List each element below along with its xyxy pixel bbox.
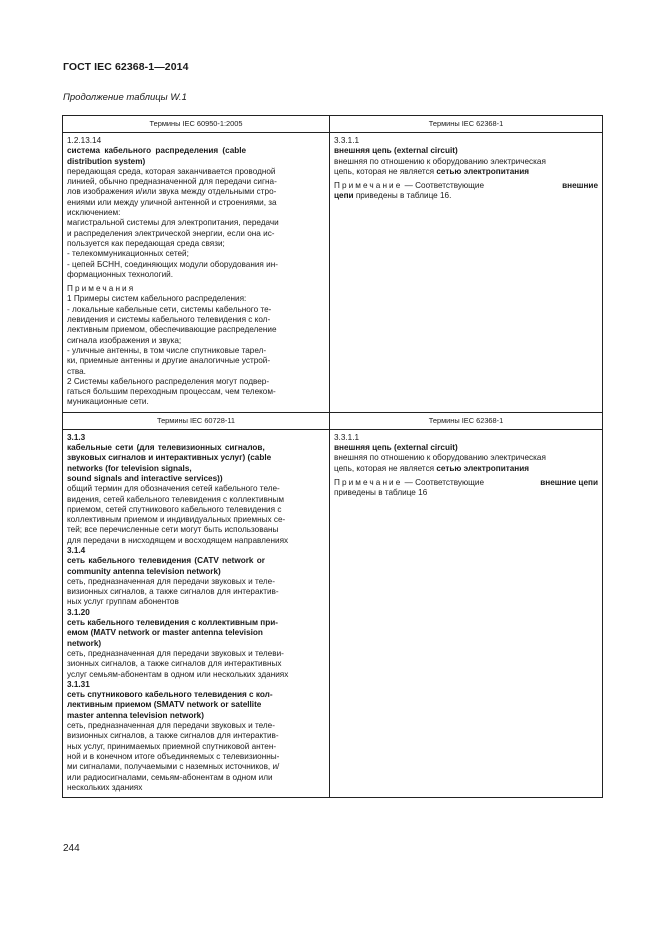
definition-line: магистральной системы для электропитания, передачи — [67, 218, 279, 228]
definition-line: исключением: — [67, 208, 121, 218]
term-title: master antenna television network) — [67, 710, 204, 720]
term-title: сеть спутникового кабельного телевидения с кол- — [67, 690, 273, 700]
term-title: network) — [67, 638, 102, 648]
column-header-right: Термины IEC 62368-1 — [330, 412, 603, 429]
term-title: distribution system) — [67, 156, 146, 166]
definition-line: зионных сигналов, а также сигналов для интерактивных — [67, 659, 282, 669]
term-number: 1.2.13.14 — [67, 136, 102, 145]
term-title: система кабельного распределения (cable — [67, 146, 247, 156]
definition-line: и распределения электрической энергии, если она ис- — [67, 228, 275, 238]
definition-line: коллективным приемом и индивидуальных приемных се- — [67, 515, 286, 525]
term-title: сеть кабельного телевидения (CATV network or — [67, 556, 265, 566]
definition-line: пользуется как передающая среда связи; — [67, 238, 225, 248]
term-number: 3.3.1.1 — [334, 432, 360, 442]
definition-line: общий термин для обозначения сетей кабельного теле- — [67, 484, 280, 494]
definition-line: видения, сетей кабельного телевидения с коллективным — [67, 494, 284, 504]
column-header-left: Термины IEC 60728-11 — [63, 412, 330, 429]
definition-line: формационных технологий. — [67, 269, 173, 279]
definition-line: - телекоммуникационных сетей; — [67, 249, 189, 259]
term-title: community antenna television network) — [67, 566, 221, 576]
defined-term-link: сетью электропитания — [436, 166, 530, 176]
definition-line: услуг семьям-абонентам в одном или нескольких зданиях — [67, 669, 289, 679]
definition-line — [334, 167, 598, 177]
definition-line: лов изображения и/или звука между отдельными стро- — [67, 187, 277, 197]
defined-term-link: цепи — [334, 191, 354, 201]
note-heading: Примечание — [334, 477, 403, 487]
definition-line: ми сигналами, получаемыми с наземных источников, и/ — [67, 762, 280, 772]
definition-line: внешняя по отношению к оборудованию электрическая — [334, 453, 546, 463]
definition-line: или радиосигналами, семьям-абонентам в одном или — [67, 772, 273, 782]
definition-line: тей; все перечисленные сети могут быть использованы — [67, 525, 279, 535]
term-title: внешняя цепь (external circuit) — [334, 443, 458, 453]
note-line: 2 Системы кабельного распределения могут подвер- — [67, 376, 270, 386]
note-line — [334, 191, 598, 201]
definition-line — [334, 464, 598, 474]
term-cell-right — [330, 133, 603, 413]
column-header-left: Термины IEC 60950-1:2005 — [63, 116, 330, 133]
note-heading: Примечание — [334, 181, 403, 191]
table-header-row — [63, 116, 603, 133]
definition-line: сеть, предназначенная для передачи звуковых и телеви- — [67, 648, 284, 658]
term-title: sound signals and interactive services)) — [67, 473, 223, 483]
definition-line: ных услуг, принимаемых приемной спутниковой антен- — [67, 741, 277, 751]
defined-term-link: внешние цепи — [540, 477, 598, 487]
definition-line: передающая среда, которая заканчивается проводной — [67, 166, 276, 176]
column-header-right: Термины IEC 62368-1 — [330, 116, 603, 133]
term-number: 3.1.4 — [67, 545, 86, 555]
table-row — [63, 429, 603, 797]
term-number: 3.1.20 — [67, 607, 90, 617]
term-title: лективным приемом (SMATV network or satellite — [67, 700, 262, 710]
definition-line: линией, обычно предназначенной для передачи сигна- — [67, 177, 277, 187]
defined-term-link: сетью электропитания — [436, 463, 530, 473]
note-line: левидения и системы кабельного телевидения с кол- — [67, 315, 271, 325]
note-line — [334, 478, 598, 488]
definition-text: цепь, которая не является — [334, 166, 437, 176]
table-header-row — [63, 412, 603, 429]
note-line: муникационные сети. — [67, 397, 149, 407]
note-line — [334, 181, 598, 191]
note-text: приведены в таблице 16. — [353, 191, 452, 201]
definition-line: внешняя по отношению к оборудованию электрическая — [334, 156, 546, 166]
definition-line: визионных сигналов, а также сигналов для интерактив- — [67, 731, 279, 741]
definition-line: для передачи в нисходящем и восходящем направлениях — [67, 535, 289, 545]
definition-line: - цепей БСНН, соединяющих модули оборудования ин- — [67, 259, 278, 269]
table-continuation-caption: Продолжение таблицы W.1 — [63, 92, 187, 103]
term-number: 3.1.31 — [67, 679, 90, 689]
definition-line: приемом, сетей спутникового кабельного телевидения с — [67, 504, 282, 514]
definition-line: ной и в конечном итоге объединяемых с телевизионны- — [67, 751, 280, 761]
defined-term-link: внешние — [562, 181, 598, 191]
term-number: 3.3.1.1 — [334, 136, 360, 145]
note-line: ки, приемные антенны и другие аналогичные устрой- — [67, 356, 271, 366]
note-line: лективным приемом, обеспечивающие распределение — [67, 325, 277, 335]
note-heading: Примечания — [67, 284, 136, 294]
term-cell-left — [63, 429, 330, 797]
note-text: — Соответствующие — [402, 477, 485, 487]
note-line: - уличные антенны, в том числе спутниковые тарел- — [67, 345, 267, 355]
definition-line: визионных сигналов, а также сигналов для интерактив- — [67, 587, 279, 597]
term-title: кабельные сети (для телевизионных сигналов, — [67, 443, 265, 453]
term-title: сеть кабельного телевидения с коллективным при- — [67, 618, 279, 628]
term-title: звуковых сигналов и интерактивных услуг) (cable — [67, 453, 272, 463]
note-line: ства. — [67, 366, 86, 376]
document-header: ГОСТ IEC 62368-1—2014 — [63, 61, 189, 73]
note-line: приведены в таблице 16 — [334, 488, 428, 498]
page-number: 244 — [63, 843, 80, 854]
definition-text: цепь, которая не является — [334, 463, 437, 473]
definition-line: сеть, предназначенная для передачи звуковых и теле- — [67, 721, 275, 731]
term-title: внешняя цепь (external circuit) — [334, 146, 458, 156]
definition-line: нескольких зданиях — [67, 782, 143, 792]
terms-table — [62, 115, 603, 798]
term-cell-left — [63, 133, 330, 413]
term-number: 3.1.3 — [67, 432, 86, 442]
note-text: — Соответствующие — [402, 181, 485, 191]
note-line: гаться большим переходным процессам, чем телеком- — [67, 387, 276, 397]
table-row — [63, 133, 603, 413]
note-line: 1 Примеры систем кабельного распределения: — [67, 294, 247, 304]
note-line: сигнала изображения и звука; — [67, 335, 182, 345]
definition-line: сеть, предназначенная для передачи звуковых и теле- — [67, 576, 275, 586]
term-cell-right — [330, 429, 603, 797]
note-line: - локальные кабельные сети, системы кабельного те- — [67, 304, 272, 314]
definition-line: ных услуг группам абонентов — [67, 597, 179, 607]
term-title: networks (for television signals, — [67, 463, 192, 473]
term-title: емом (MATV network or master antenna television — [67, 628, 263, 638]
definition-line: ениями или между уличной антенной и строениями, за — [67, 197, 277, 207]
